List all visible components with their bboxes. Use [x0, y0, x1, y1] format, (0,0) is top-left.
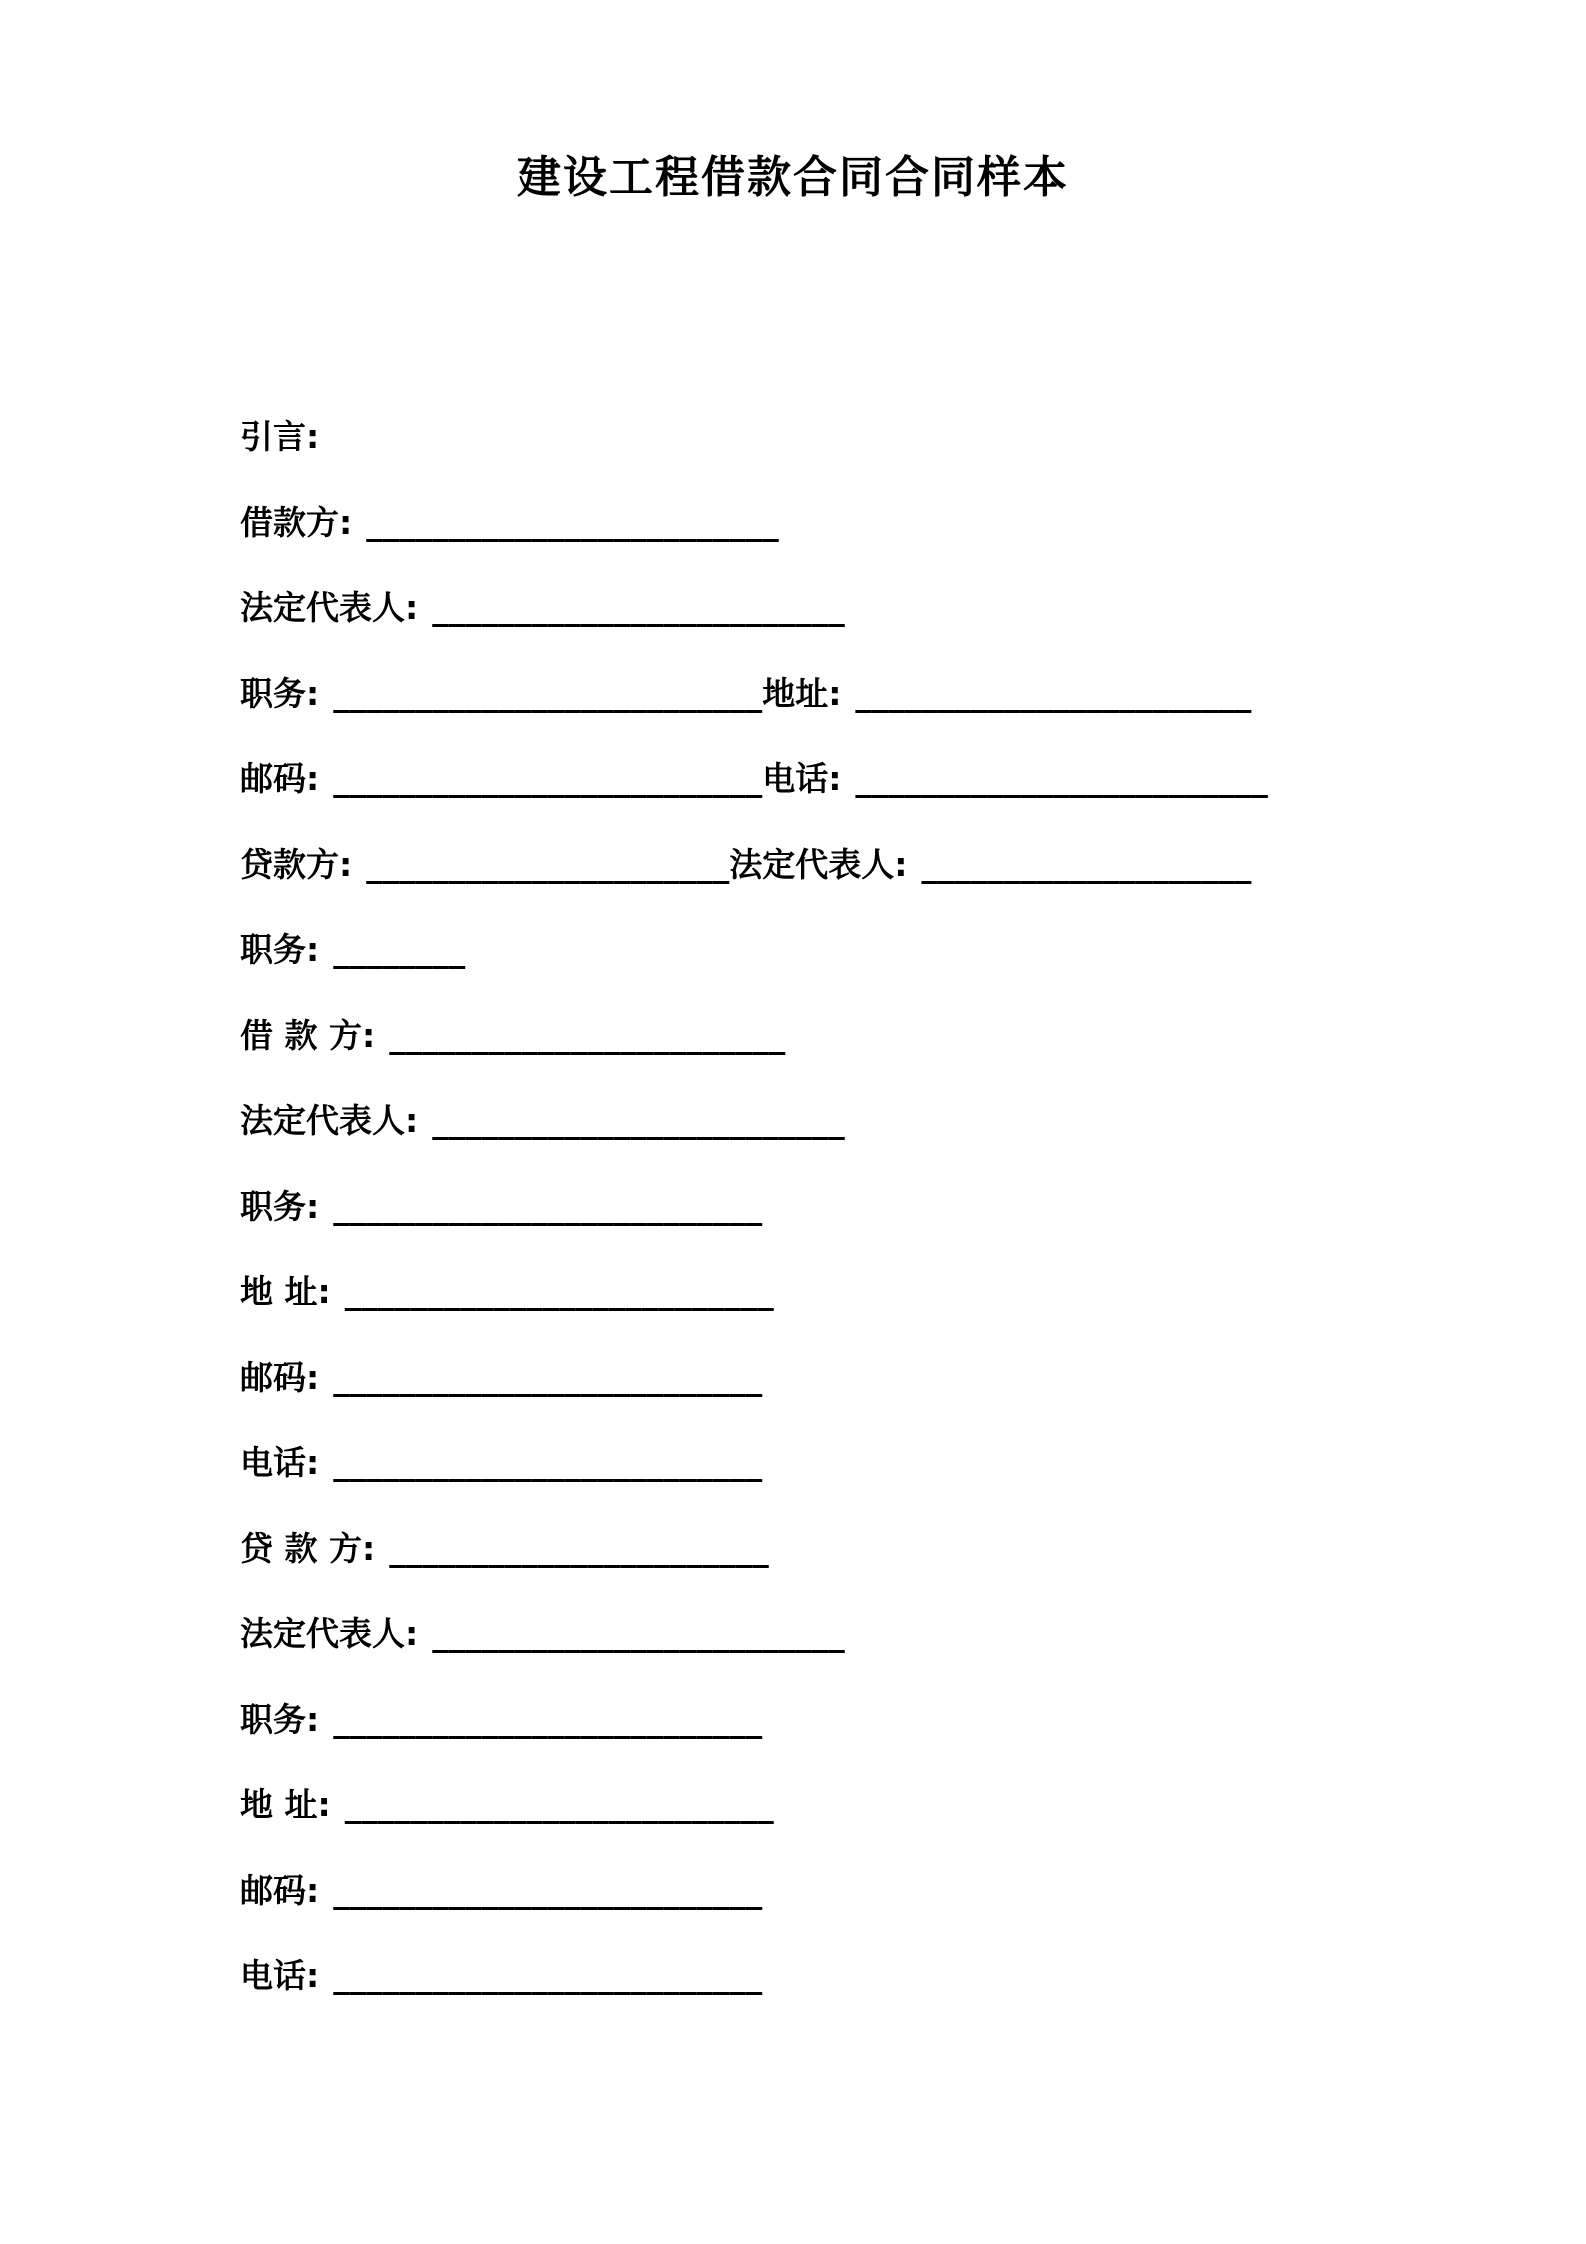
line-lender-legal-rep	[240, 822, 1466, 908]
line-intro	[240, 394, 1466, 480]
line-lender-2	[240, 1506, 1466, 1592]
postcode-2-blank: __________________________	[333, 1357, 763, 1397]
legal-rep-1-label: 法定代表人:	[240, 588, 419, 627]
line-phone-3	[240, 1933, 1466, 2019]
position-1-blank: __________________________	[333, 673, 763, 713]
address-3-label: 地 址:	[240, 1785, 331, 1824]
line-position-3	[240, 1164, 1466, 1250]
document-body	[240, 394, 1466, 2019]
line-postcode-phone	[240, 736, 1466, 822]
borrower-blank: _________________________	[366, 502, 779, 542]
position-3-blank: __________________________	[333, 1186, 763, 1226]
line-borrower-2	[240, 993, 1466, 1079]
address-3-blank: __________________________	[344, 1785, 774, 1824]
lender-legal-rep-blank: ____________________	[921, 844, 1252, 884]
borrower-2-label: 借 款 方:	[240, 1015, 376, 1055]
legal-rep-1-blank: _________________________	[432, 588, 845, 627]
lender-1-label: 贷款方:	[240, 844, 353, 884]
postcode-2-label: 邮码:	[240, 1357, 320, 1397]
postcode-3-blank: __________________________	[333, 1870, 763, 1910]
position-2-label: 职务:	[240, 930, 320, 969]
line-address-2	[240, 1249, 1466, 1335]
line-postcode-3	[240, 1848, 1466, 1934]
address-2-blank: __________________________	[344, 1272, 774, 1311]
legal-rep-3-blank: _________________________	[432, 1614, 845, 1653]
legal-rep-3-label: 法定代表人:	[240, 1614, 419, 1653]
phone-2-label: 电话:	[240, 1443, 320, 1482]
address-2-label: 地 址:	[240, 1272, 331, 1311]
lender-legal-rep-label: 法定代表人:	[729, 844, 908, 884]
phone-1-label: 电话:	[762, 759, 842, 798]
postcode-3-label: 邮码:	[240, 1870, 320, 1910]
postcode-1-label: 邮码:	[240, 759, 320, 798]
line-legal-rep-3	[240, 1591, 1466, 1677]
line-legal-rep-2	[240, 1078, 1466, 1164]
address-1-label: 地址:	[762, 673, 842, 713]
position-1-label: 职务:	[240, 673, 320, 713]
phone-1-blank: _________________________	[855, 759, 1268, 798]
position-2-blank: ________	[333, 930, 466, 969]
line-borrower	[240, 480, 1466, 566]
line-postcode-2	[240, 1335, 1466, 1421]
postcode-1-blank: __________________________	[333, 759, 763, 798]
line-legal-rep-1	[240, 565, 1466, 651]
position-4-blank: __________________________	[333, 1699, 763, 1739]
legal-rep-2-label: 法定代表人:	[240, 1101, 419, 1140]
lender-1-blank: ______________________	[366, 844, 730, 884]
borrower-label: 借款方:	[240, 502, 353, 542]
line-position-address	[240, 651, 1466, 737]
lender-2-blank: _______________________	[389, 1528, 769, 1568]
line-position-4	[240, 1677, 1466, 1763]
document-title: 建设工程借款合同合同样本	[517, 152, 1069, 203]
borrower-2-blank: ________________________	[389, 1015, 786, 1055]
legal-rep-2-blank: _________________________	[432, 1101, 845, 1140]
position-3-label: 职务:	[240, 1186, 320, 1226]
intro-label: 引言:	[240, 417, 320, 456]
line-position-2	[240, 907, 1466, 993]
line-address-3	[240, 1762, 1466, 1848]
position-4-label: 职务:	[240, 1699, 320, 1739]
phone-3-blank: __________________________	[333, 1956, 763, 1995]
address-1-blank: ________________________	[855, 673, 1252, 713]
line-phone-2	[240, 1420, 1466, 1506]
phone-2-blank: __________________________	[333, 1443, 763, 1482]
lender-2-label: 贷 款 方:	[240, 1528, 376, 1568]
phone-3-label: 电话:	[240, 1956, 320, 1995]
